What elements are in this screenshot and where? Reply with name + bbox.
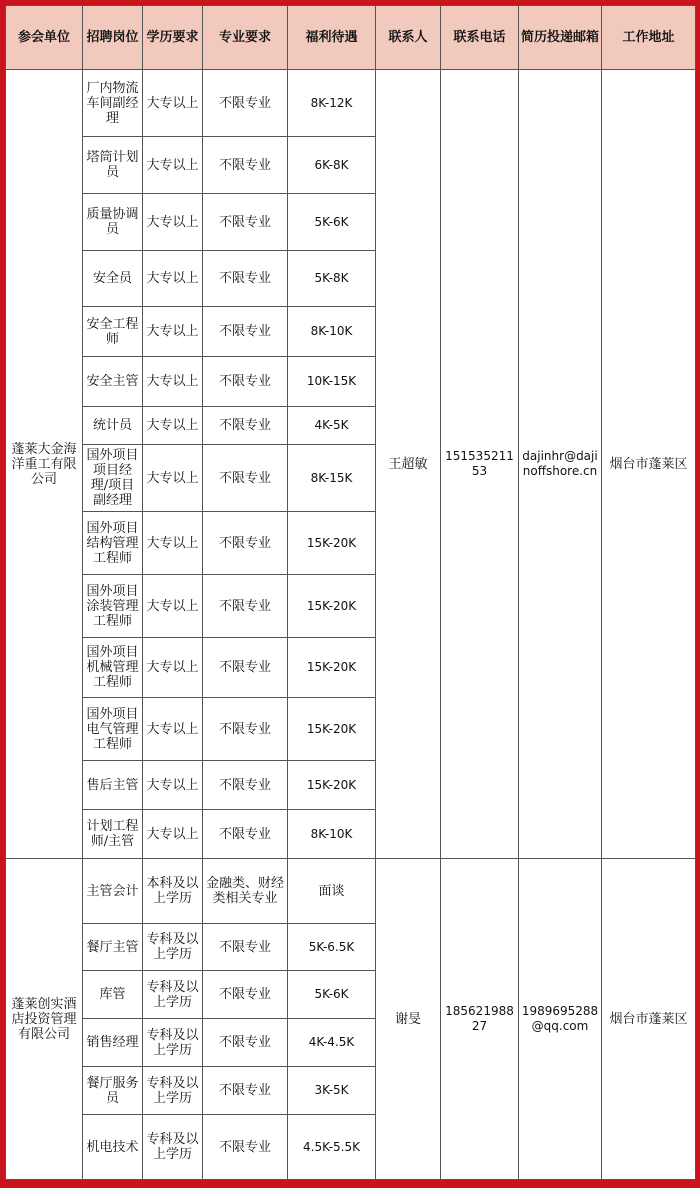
job-salary: 8K-10K — [288, 307, 376, 357]
job-title: 国外项目结构管理工程师 — [83, 512, 143, 575]
job-salary: 5K-8K — [288, 251, 376, 307]
job-major: 不限专业 — [203, 575, 288, 638]
job-title: 厂内物流车间副经理 — [83, 70, 143, 137]
job-major: 不限专业 — [203, 1067, 288, 1115]
header-company: 参会单位 — [6, 6, 83, 70]
header-contact: 联系人 — [376, 6, 441, 70]
header-major: 专业要求 — [203, 6, 288, 70]
job-major: 不限专业 — [203, 810, 288, 859]
job-education: 大专以上 — [143, 407, 203, 445]
job-education: 大专以上 — [143, 137, 203, 194]
job-education: 大专以上 — [143, 357, 203, 407]
header-education: 学历要求 — [143, 6, 203, 70]
job-major: 不限专业 — [203, 512, 288, 575]
job-major: 金融类、财经类相关专业 — [203, 859, 288, 924]
work-address: 烟台市蓬莱区 — [602, 859, 696, 1180]
job-major: 不限专业 — [203, 307, 288, 357]
resume-email: dajinhr@dajinoffshore.cn — [519, 70, 602, 859]
job-major: 不限专业 — [203, 638, 288, 698]
contact-person: 王超敏 — [376, 70, 441, 859]
job-title: 国外项目项目经理/项目副经理 — [83, 445, 143, 512]
table-row — [6, 859, 696, 924]
job-major: 不限专业 — [203, 251, 288, 307]
job-education: 大专以上 — [143, 512, 203, 575]
job-salary: 4K-4.5K — [288, 1019, 376, 1067]
job-major: 不限专业 — [203, 1115, 288, 1180]
job-title: 销售经理 — [83, 1019, 143, 1067]
job-education: 大专以上 — [143, 761, 203, 810]
job-salary: 15K-20K — [288, 575, 376, 638]
header-phone: 联系电话 — [441, 6, 519, 70]
job-major: 不限专业 — [203, 407, 288, 445]
job-major: 不限专业 — [203, 70, 288, 137]
company-name: 蓬莱大金海洋重工有限公司 — [6, 70, 83, 859]
job-education: 大专以上 — [143, 810, 203, 859]
job-salary: 5K-6.5K — [288, 924, 376, 971]
job-salary: 6K-8K — [288, 137, 376, 194]
job-salary: 4.5K-5.5K — [288, 1115, 376, 1180]
table-row — [6, 70, 696, 137]
job-salary: 面谈 — [288, 859, 376, 924]
job-title: 国外项目涂装管理工程师 — [83, 575, 143, 638]
job-education: 专科及以上学历 — [143, 1115, 203, 1180]
job-title: 机电技术 — [83, 1115, 143, 1180]
header-email: 简历投递邮箱 — [519, 6, 602, 70]
job-education: 专科及以上学历 — [143, 924, 203, 971]
job-education: 大专以上 — [143, 194, 203, 251]
job-title: 售后主管 — [83, 761, 143, 810]
header-row — [6, 6, 696, 70]
job-education: 大专以上 — [143, 70, 203, 137]
header-salary: 福利待遇 — [288, 6, 376, 70]
job-salary: 3K-5K — [288, 1067, 376, 1115]
job-title: 餐厅主管 — [83, 924, 143, 971]
job-salary: 15K-20K — [288, 698, 376, 761]
job-salary: 8K-12K — [288, 70, 376, 137]
header-position: 招聘岗位 — [83, 6, 143, 70]
job-title: 主管会计 — [83, 859, 143, 924]
job-title: 库管 — [83, 971, 143, 1019]
job-education: 专科及以上学历 — [143, 1067, 203, 1115]
job-education: 大专以上 — [143, 445, 203, 512]
job-education: 大专以上 — [143, 638, 203, 698]
job-title: 质量协调员 — [83, 194, 143, 251]
job-education: 大专以上 — [143, 698, 203, 761]
job-major: 不限专业 — [203, 761, 288, 810]
recruitment-table — [5, 5, 696, 1180]
job-major: 不限专业 — [203, 357, 288, 407]
job-salary: 15K-20K — [288, 761, 376, 810]
resume-email: 1989695288@qq.com — [519, 859, 602, 1180]
job-title: 计划工程师/主管 — [83, 810, 143, 859]
job-major: 不限专业 — [203, 698, 288, 761]
header-address: 工作地址 — [602, 6, 696, 70]
job-major: 不限专业 — [203, 137, 288, 194]
job-education: 大专以上 — [143, 575, 203, 638]
job-title: 餐厅服务员 — [83, 1067, 143, 1115]
job-major: 不限专业 — [203, 445, 288, 512]
job-salary: 5K-6K — [288, 971, 376, 1019]
job-title: 国外项目电气管理工程师 — [83, 698, 143, 761]
job-education: 专科及以上学历 — [143, 971, 203, 1019]
job-salary: 8K-15K — [288, 445, 376, 512]
contact-phone: 18562198827 — [441, 859, 519, 1180]
job-salary: 4K-5K — [288, 407, 376, 445]
job-title: 安全员 — [83, 251, 143, 307]
job-education: 专科及以上学历 — [143, 1019, 203, 1067]
job-title: 统计员 — [83, 407, 143, 445]
job-title: 国外项目机械管理工程师 — [83, 638, 143, 698]
job-salary: 10K-15K — [288, 357, 376, 407]
job-major: 不限专业 — [203, 1019, 288, 1067]
job-major: 不限专业 — [203, 924, 288, 971]
contact-phone: 15153521153 — [441, 70, 519, 859]
recruitment-table-frame — [5, 5, 695, 1180]
job-salary: 5K-6K — [288, 194, 376, 251]
job-major: 不限专业 — [203, 194, 288, 251]
job-salary: 8K-10K — [288, 810, 376, 859]
contact-person: 谢旻 — [376, 859, 441, 1180]
job-title: 安全工程师 — [83, 307, 143, 357]
job-major: 不限专业 — [203, 971, 288, 1019]
job-salary: 15K-20K — [288, 638, 376, 698]
job-title: 塔筒计划员 — [83, 137, 143, 194]
job-title: 安全主管 — [83, 357, 143, 407]
job-salary: 15K-20K — [288, 512, 376, 575]
company-name: 蓬莱创实酒店投资管理有限公司 — [6, 859, 83, 1180]
job-education: 大专以上 — [143, 251, 203, 307]
work-address: 烟台市蓬莱区 — [602, 70, 696, 859]
job-education: 本科及以上学历 — [143, 859, 203, 924]
job-education: 大专以上 — [143, 307, 203, 357]
